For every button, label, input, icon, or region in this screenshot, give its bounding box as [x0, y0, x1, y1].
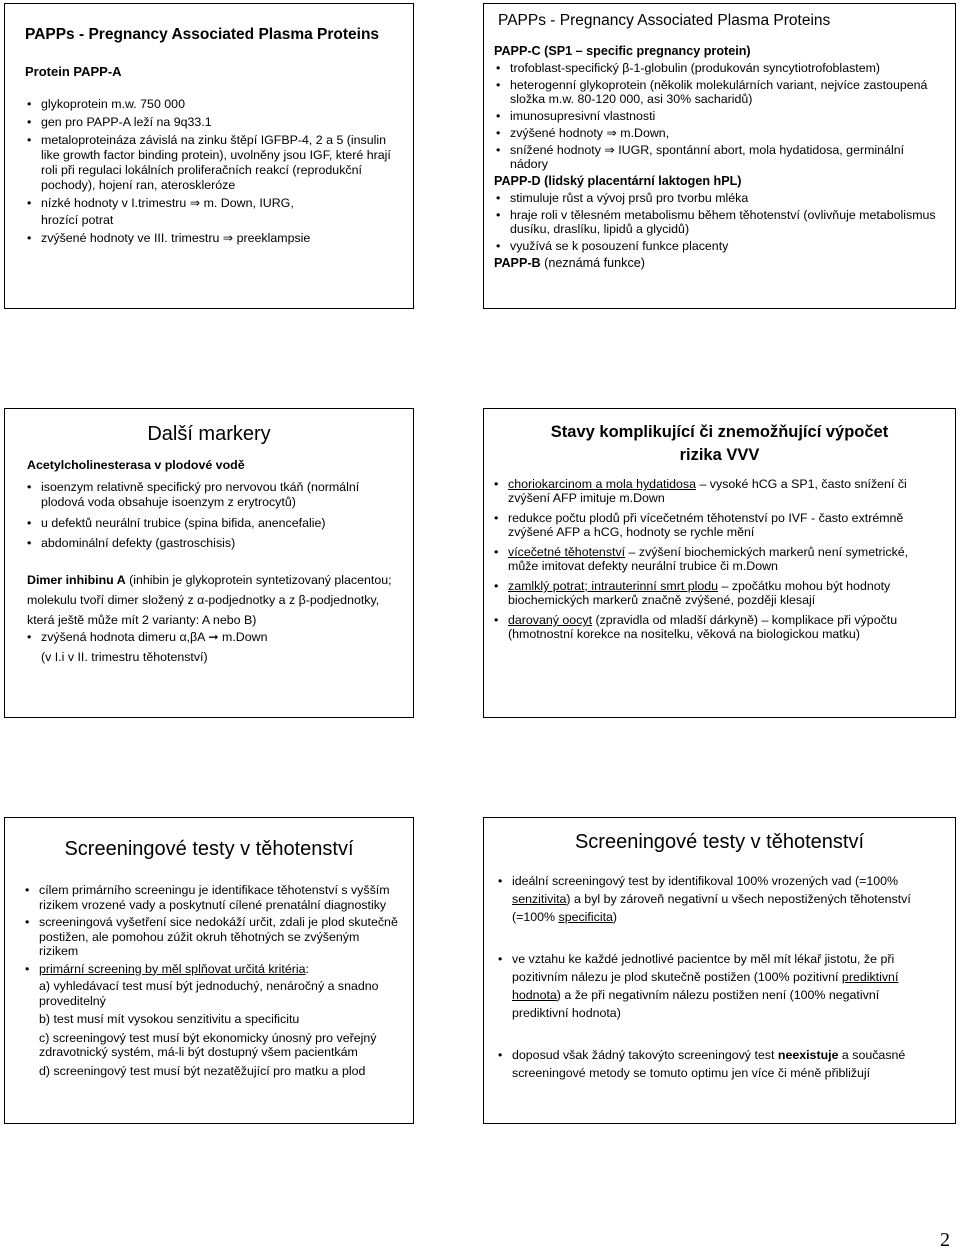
- paragraph: [27, 570, 403, 630]
- list-item: [508, 477, 939, 505]
- underlined-term: specificita: [558, 910, 613, 924]
- list-item: • nízké hodnoty v I.trimestru ⇒ m. Down, IURG,: [41, 196, 403, 211]
- list-item: c) screeningový test musí být ekonomicky únosný pro veřejný zdravotnický systém, má-li být dostupný všem pacientkám: [39, 1030, 377, 1059]
- list-item: [508, 613, 939, 641]
- slide-dalsi-markery: [4, 408, 414, 718]
- section-heading: PAPP-C (SP1 – specific pregnancy protein): [494, 44, 751, 58]
- page-number: 2: [940, 1229, 950, 1251]
- slide-papp-c-d-b: [483, 3, 956, 309]
- slide-stavy-komplikujici: [483, 408, 956, 718]
- list-item: • trofoblast-specifický β-1-globulin (produkován syncytiotrofoblastem): [510, 61, 945, 75]
- list-item: • heterogenní glykoprotein (několik molekulárních variant, nejvíce zastoupená složka m.w. 80-120 000, asi 30% sacharidů): [510, 78, 945, 106]
- list-item: a) vyhledávací test musí být jednoduchý, nenáročný a snadno proveditelný: [39, 979, 379, 1008]
- item-text: – zvýšení biochemických markerů není symetrické, může imitovat defekty neurální trubice či m.Down: [508, 545, 909, 573]
- list-item: • isoenzym relativně specifický pro nervovou tkáň (normální plodová voda obsahuje isoenzym z erytrocytů): [41, 480, 403, 511]
- list-item: • u defektů neurální trubice (spina bifida, anencefalie): [41, 516, 403, 532]
- underlined-term: darovaný oocyt: [508, 613, 593, 627]
- list-item: • zvýšené hodnoty ⇒ m.Down,: [510, 126, 945, 140]
- item-text: ve vztahu ke každé jednotlivé pacientce by měl mít lékař jistotu, že při pozitivním nálezu je plod skutečně postižen (100% pozitivní: [512, 952, 895, 984]
- bullet-list: [39, 883, 399, 1078]
- list-item: b) test musí mít vysokou senzitivitu a specificitu: [39, 1012, 300, 1026]
- section-heading: Acetylcholinesterasa v plodové vodě: [27, 458, 245, 472]
- list-item: [508, 511, 939, 539]
- item-text: :: [305, 961, 309, 976]
- bold-term: neexistuje: [777, 1048, 839, 1062]
- bullet-list: [512, 872, 937, 1082]
- bullet-list: [41, 97, 403, 246]
- list-item: • využívá se k posouzení funkce placenty: [510, 239, 945, 253]
- list-item: • screeningová vyšetření sice nedokáží určit, zdali je plod skutečně postižen, ale pomohou zúžit okruh těhotných se zvýšeným rizikem: [39, 915, 399, 959]
- list-item: [512, 1046, 937, 1082]
- list-item: [508, 579, 939, 607]
- list-item: [512, 950, 937, 1022]
- underlined-term: primární screening by měl splňovat určitá kritéria: [39, 961, 306, 976]
- bullet-list: [41, 480, 403, 552]
- slide-subtitle: Protein PAPP-A: [25, 64, 122, 79]
- item-text: ): [612, 910, 618, 924]
- slide-title: PAPPs - Pregnancy Associated Plasma Proteins: [25, 26, 380, 43]
- section-heading: [494, 256, 945, 270]
- bullet-list: [41, 630, 403, 646]
- bullet-list: [508, 477, 939, 641]
- item-text: doposud však žádný takovýto screeningový test: [512, 1048, 778, 1062]
- list-item: • zvýšené hodnoty ve III. trimestru ⇒ preeklampsie: [41, 231, 403, 246]
- list-item: [512, 872, 937, 926]
- item-text: – vysoké hCG a SP1, často snížení či zvýšení AFP imituje m.Down: [508, 477, 907, 505]
- list-item-continuation: hrozící potrat: [41, 213, 114, 227]
- papp-b-note: (neznámá funkce): [540, 256, 645, 270]
- list-item: d) screeningový test musí být nezatěžující pro matku a plod: [39, 1063, 366, 1078]
- item-text: ) a že při negativním nálezu postižen není (100% negativní prediktivní hodnota): [512, 988, 880, 1020]
- slide-title: Screeningové testy v těhotenství: [574, 831, 865, 853]
- item-text: ideální screeningový test by identifikoval 100% vrozených vad (=100%: [512, 874, 899, 888]
- item-text: (zpravidla od mladší dárkyně) – komplikace při výpočtu (hmotnostní korekce na nositelku, věková na biologickou matku): [508, 613, 898, 641]
- list-item: • glykoprotein m.w. 750 000: [41, 97, 403, 112]
- list-item: • snížené hodnoty ⇒ IUGR, spontánní abort, mola hydatidosa, germinální nádory: [510, 143, 945, 171]
- list-item: [39, 962, 399, 977]
- list-item: • hraje roli v tělesném metabolismu během těhotenství (ovlivňuje metabolismus dusíku, draslíku, lipidů a glycidů): [510, 208, 945, 236]
- list-item: [508, 545, 939, 573]
- dimer-text: (inhibin je glykoprotein syntetizovaný placentou; molekulu tvoří dimer složený z α-podjednotky a z β-podjednotky, která ještě může mít 2 varianty: A nebo B): [27, 572, 392, 627]
- item-text: ) a byl by zároveň negativní u všech nepostižených těhotenství (=100%: [512, 892, 911, 924]
- slide-title: PAPPs - Pregnancy Associated Plasma Proteins: [498, 12, 831, 29]
- slide-screening-1: [4, 817, 414, 1124]
- slide-title: Další markery: [147, 423, 271, 445]
- underlined-term: vícečetné těhotenství: [508, 545, 626, 559]
- dimer-label: Dimer inhibinu A: [27, 572, 126, 587]
- item-text: a současné screeningové metody se tomuto optimu jen více či méně přibližují: [512, 1048, 906, 1080]
- slide-title: Screeningové testy v těhotenství: [64, 838, 354, 860]
- papp-b-label: PAPP-B: [494, 256, 541, 270]
- underlined-term: zamlklý potrat; intrauterinní smrt plodu: [508, 579, 719, 593]
- list-item: • abdominální defekty (gastroschisis): [41, 536, 403, 552]
- slide-screening-2: [483, 817, 956, 1124]
- list-item: • cílem primárního screeningu je identifikace těhotenství s vyšším rizikem vrozené vady a poskytnutí cílené prenatální diagnostiky: [39, 883, 399, 912]
- list-item: • stimuluje růst a vývoj prsů pro tvorbu mléka: [510, 191, 945, 205]
- item-text: redukce počtu plodů při vícečetném těhotenství po IVF - často extrémně zvýšené AFP a hCG, hodnoty se rychle mění: [508, 511, 904, 539]
- list-item: • zvýšená hodnota dimeru α,βA ➞ m.Down: [41, 630, 403, 646]
- list-item: • gen pro PAPP-A leží na 9q33.1: [41, 115, 403, 130]
- underlined-term: senzitivita: [512, 892, 567, 906]
- paragraph: (v I.i v II. trimestru těhotenství): [41, 650, 208, 664]
- slide-title: Stavy komplikující či znemožňující výpočet rizika VVV: [550, 423, 889, 464]
- item-text: – zpočátku mohou být hodnoty biochemických markerů značně zvýšené, později klesají: [508, 579, 891, 607]
- list-item: • metaloproteináza závislá na zinku štěpí IGFBP-4, 2 a 5 (insulin like growth factor binding protein), uvolněny jsou IGF, které hrají roli při regulaci lokálních proliferačních reakcí (reprodukční pochody), hojení ran, ateroskleróze: [41, 133, 403, 193]
- section-heading: PAPP-D (lidský placentární laktogen hPL): [494, 174, 742, 188]
- underlined-term: prediktivní hodnota: [512, 970, 899, 1002]
- slide-papp-a: [4, 3, 414, 309]
- list-item: • imunosupresivní vlastnosti: [510, 109, 945, 123]
- bullet-list: [510, 61, 945, 171]
- underlined-term: choriokarcinom a mola hydatidosa: [508, 477, 697, 491]
- bullet-list: [510, 191, 945, 253]
